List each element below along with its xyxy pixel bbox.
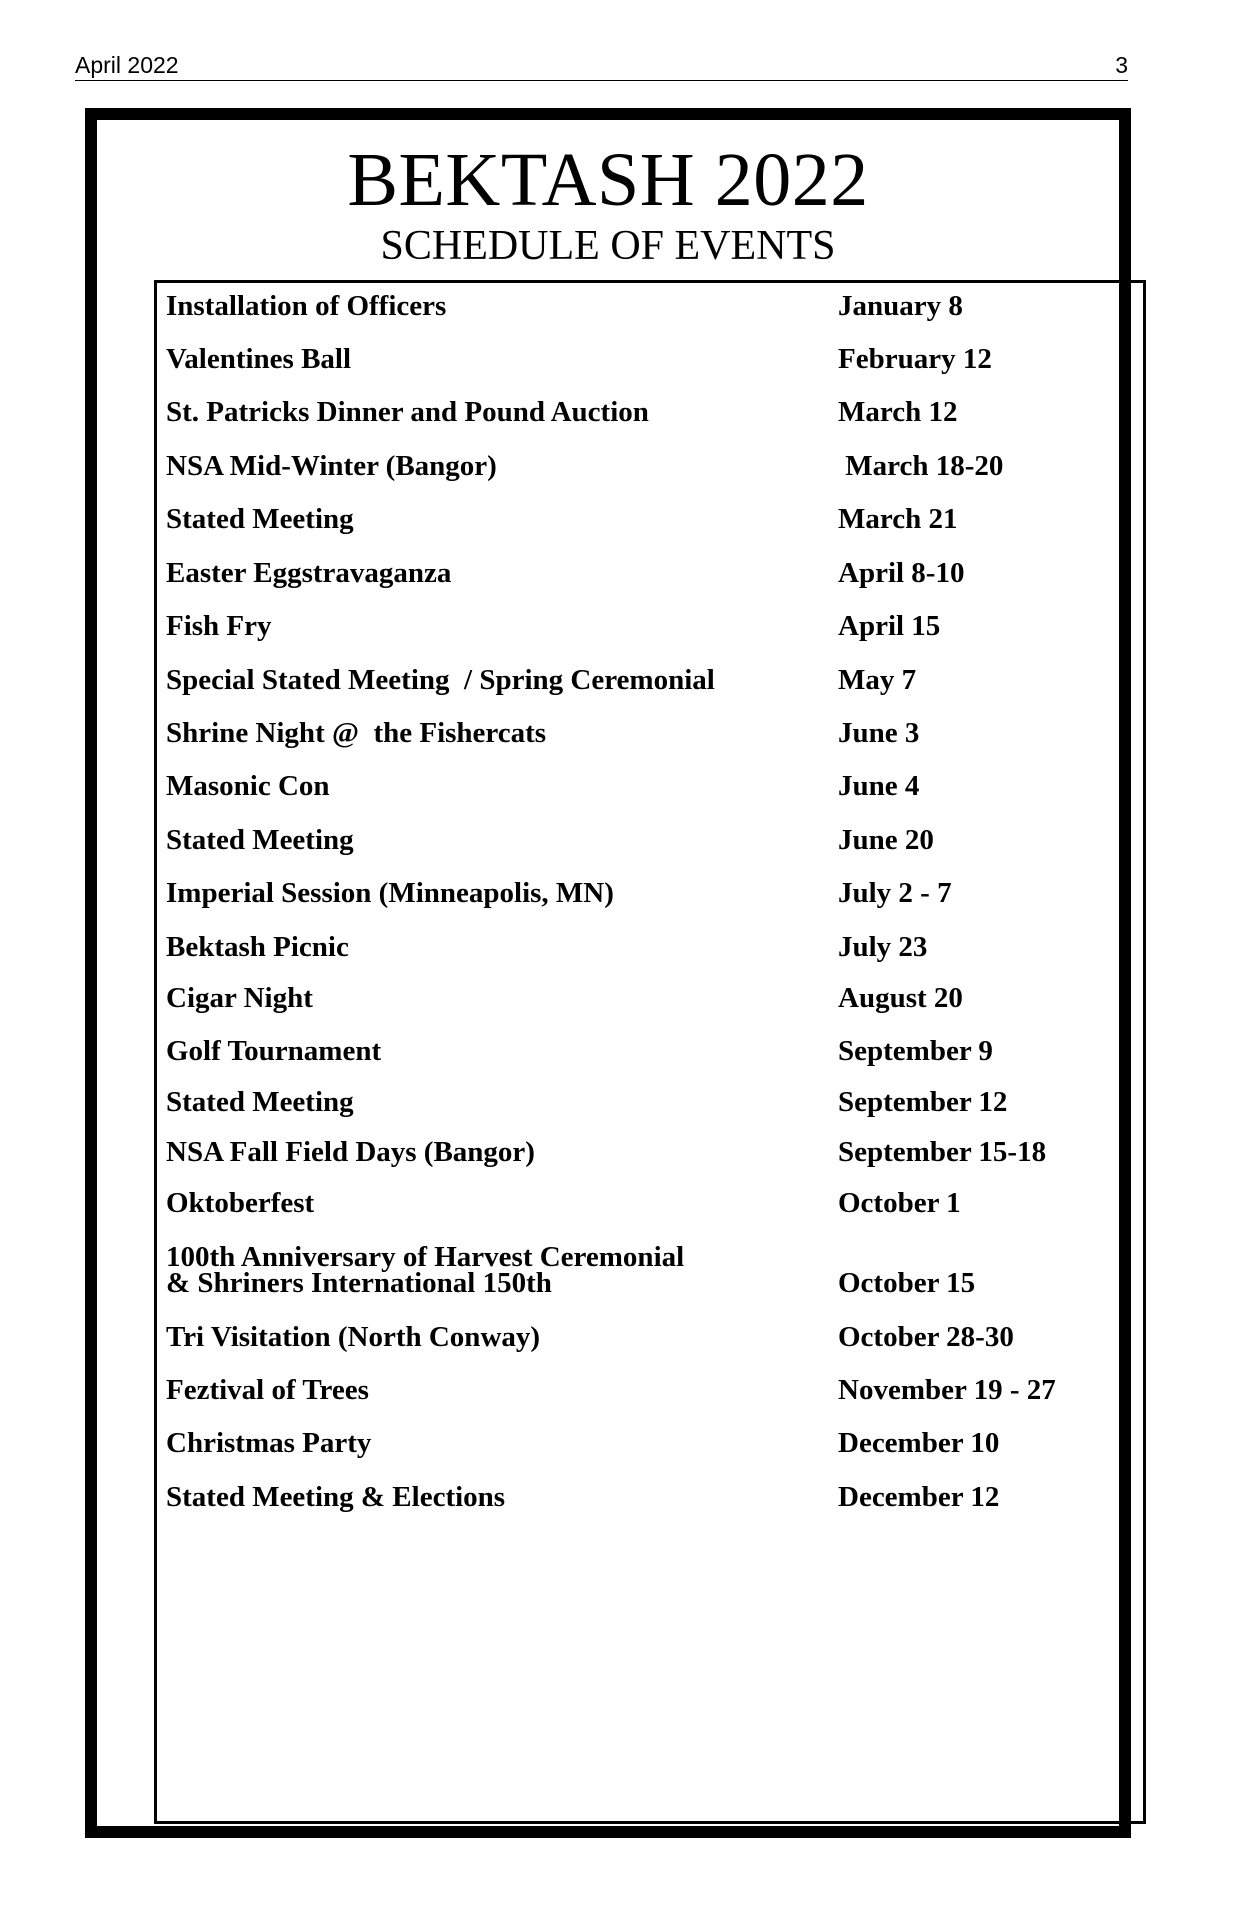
event-name: Christmas Party bbox=[166, 1427, 372, 1459]
event-name: Masonic Con bbox=[166, 770, 330, 802]
event-name: Cigar Night bbox=[166, 982, 313, 1014]
events-table bbox=[154, 280, 1146, 1824]
event-date: May 7 bbox=[838, 664, 917, 696]
event-name: NSA Mid-Winter (Bangor) bbox=[166, 450, 497, 482]
event-date: September 9 bbox=[838, 1035, 993, 1067]
event-date: November 19 - 27 bbox=[838, 1374, 1056, 1406]
event-name: Feztival of Trees bbox=[166, 1374, 369, 1406]
event-name: Stated Meeting bbox=[166, 503, 354, 535]
event-date: October 28-30 bbox=[838, 1321, 1014, 1353]
schedule-frame bbox=[85, 108, 1131, 1838]
event-date: April 15 bbox=[838, 610, 941, 642]
event-date: March 21 bbox=[838, 503, 958, 535]
issue-date: April 2022 bbox=[75, 52, 179, 78]
event-name: St. Patricks Dinner and Pound Auction bbox=[166, 396, 649, 428]
event-date: April 8-10 bbox=[838, 557, 965, 589]
event-date: October 1 bbox=[838, 1187, 961, 1219]
event-name: Stated Meeting bbox=[166, 1086, 354, 1118]
event-date: December 12 bbox=[838, 1481, 1000, 1513]
event-date: July 23 bbox=[838, 931, 928, 963]
event-name: Golf Tournament bbox=[166, 1035, 382, 1067]
page-header bbox=[75, 52, 1128, 81]
event-date: July 2 - 7 bbox=[838, 877, 952, 909]
event-date: June 3 bbox=[838, 717, 920, 749]
event-name: Fish Fry bbox=[166, 610, 272, 642]
event-date: January 8 bbox=[838, 290, 963, 322]
event-name: Imperial Session (Minneapolis, MN) bbox=[166, 877, 614, 909]
event-date: June 4 bbox=[838, 770, 920, 802]
event-name: Valentines Ball bbox=[166, 343, 352, 375]
event-date: October 15 bbox=[838, 1267, 976, 1299]
event-name: Bektash Picnic bbox=[166, 931, 349, 963]
event-date: March 18-20 bbox=[838, 450, 1004, 482]
event-date: June 20 bbox=[838, 824, 934, 856]
event-name: Stated Meeting bbox=[166, 824, 354, 856]
event-name-continued: & Shriners International 150th bbox=[166, 1267, 552, 1299]
event-date: September 12 bbox=[838, 1086, 1008, 1118]
event-date: March 12 bbox=[838, 396, 958, 428]
event-name: Stated Meeting & Elections bbox=[166, 1481, 506, 1513]
event-name: Tri Visitation (North Conway) bbox=[166, 1321, 541, 1353]
event-date: December 10 bbox=[838, 1427, 1000, 1459]
event-name: 100th Anniversary of Harvest Ceremonial bbox=[166, 1241, 685, 1273]
event-date: September 15-18 bbox=[838, 1136, 1047, 1168]
event-name: Special Stated Meeting / Spring Ceremonial bbox=[166, 664, 715, 696]
event-name: Shrine Night @ the Fishercats bbox=[166, 717, 547, 749]
event-name: Oktoberfest bbox=[166, 1187, 315, 1219]
event-date: August 20 bbox=[838, 982, 963, 1014]
event-name: Installation of Officers bbox=[166, 290, 447, 322]
event-date: February 12 bbox=[838, 343, 992, 375]
event-name: NSA Fall Field Days (Bangor) bbox=[166, 1136, 535, 1168]
event-name: Easter Eggstravaganza bbox=[166, 557, 452, 589]
page-subtitle: SCHEDULE OF EVENTS bbox=[380, 223, 836, 269]
page-number: 3 bbox=[1115, 52, 1128, 78]
page-title: BEKTASH 2022 bbox=[347, 138, 869, 222]
